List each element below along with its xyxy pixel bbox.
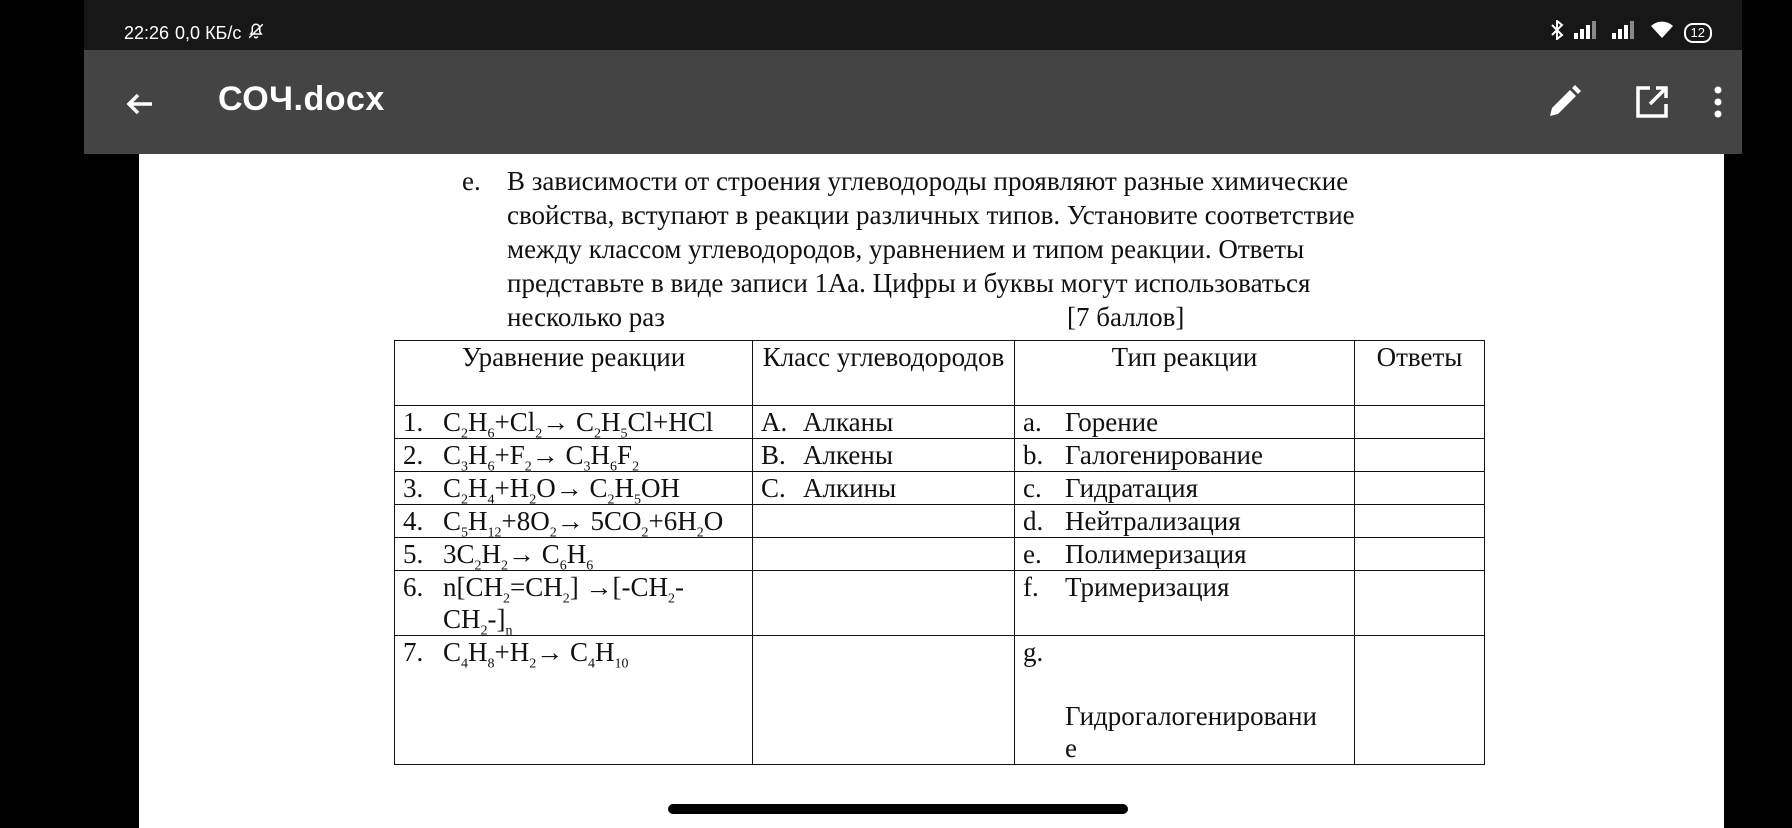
type-cell (1015, 505, 1355, 538)
paragraph-line: В зависимости от строения углеводороды проявляют разные химические (507, 166, 1349, 196)
equation-cell (395, 636, 753, 765)
equation-cell (395, 439, 753, 475)
status-right (1550, 20, 1712, 45)
more-vertical-icon (1696, 80, 1740, 124)
type-text: Гидратация (1065, 473, 1198, 503)
notification-muted-icon (247, 22, 265, 45)
type-letter: c. (1023, 473, 1042, 503)
type-text: Галогенирование (1065, 440, 1263, 470)
document-title: СОЧ.docx (218, 80, 385, 118)
status-time: 22:26 (124, 23, 170, 43)
equation-cell (395, 406, 753, 442)
signal-icon-1 (1574, 21, 1602, 44)
row-number: 5. (403, 539, 424, 569)
paragraph-line: свойства, вступают в реакции различных типов. Установите соответствие (507, 200, 1355, 230)
class-cell (753, 406, 1015, 439)
equation-cell (395, 472, 753, 508)
class-letter: A. (761, 407, 788, 437)
arrow-left-icon (120, 84, 160, 124)
reaction-table (394, 340, 1485, 765)
header-class: Класс углеводородов (753, 341, 1015, 406)
type-text: Полимеризация (1065, 539, 1247, 569)
header-type: Тип реакции (1015, 341, 1355, 406)
row-number: 7. (403, 637, 424, 667)
answer-cell[interactable] (1355, 636, 1485, 765)
type-letter: a. (1023, 407, 1042, 437)
answer-cell[interactable] (1355, 538, 1485, 571)
signal-icon-2 (1612, 21, 1640, 44)
points-label: [7 баллов] (1067, 302, 1185, 332)
row-number: 3. (403, 473, 424, 503)
class-text: Алкины (803, 473, 897, 503)
back-button[interactable] (120, 84, 160, 124)
battery-icon: 12 (1684, 23, 1712, 43)
table-row (395, 505, 1485, 538)
paragraph-last-line (507, 300, 1517, 334)
table-row (395, 472, 1485, 505)
equation-cell (395, 505, 753, 541)
class-cell (753, 505, 1015, 538)
equation-text: $C_3H_6+F_2\to C_3H_6F_2$ (443, 440, 640, 475)
equation-text: $3C_2H_2\to C_6H_6$ (443, 539, 594, 574)
type-text: Горение (1065, 407, 1159, 437)
equation-text: $C_2H_4+H_2O\to C_2H_5OH$ (443, 473, 681, 508)
equation-cell (395, 571, 753, 639)
paragraph-line: представьте в виде записи 1Аа. Цифры и буквы могут использоваться (507, 268, 1311, 298)
class-cell (753, 636, 1015, 765)
type-text: Нейтрализация (1065, 506, 1241, 536)
equation-text: $C_2H_6+Cl_2\to C_2H_5Cl+HCl$ (443, 407, 714, 442)
app-toolbar (84, 50, 1742, 154)
document-page (139, 154, 1724, 828)
equation-cell (395, 538, 753, 574)
wifi-icon (1650, 21, 1674, 44)
row-number: 1. (403, 407, 424, 437)
row-number: 6. (403, 572, 424, 602)
answer-cell[interactable] (1355, 571, 1485, 636)
type-cell (1015, 538, 1355, 571)
class-letter: C. (761, 473, 786, 503)
table-header-row (395, 341, 1485, 406)
table-row (395, 406, 1485, 439)
bluetooth-icon (1550, 20, 1564, 45)
class-cell (753, 439, 1015, 472)
status-speed: 0,0 КБ/с (175, 23, 242, 43)
type-text: Тримеризация (1065, 572, 1230, 602)
status-left (124, 22, 265, 45)
pencil-icon (1542, 80, 1586, 124)
header-equation: Уравнение реакции (395, 341, 753, 406)
status-bar (84, 0, 1742, 50)
gesture-home-bar[interactable] (668, 804, 1128, 814)
table-row (395, 439, 1485, 472)
type-letter: b. (1023, 440, 1044, 470)
open-in-new-icon (1630, 80, 1674, 124)
type-letter: d. (1023, 506, 1044, 536)
answer-cell[interactable] (1355, 472, 1485, 505)
answer-cell[interactable] (1355, 406, 1485, 439)
equation-text: $C_4H_8+H_2\to C_4H_{10}$ (443, 637, 629, 672)
type-letter: e. (1023, 539, 1042, 569)
type-cell (1015, 636, 1355, 765)
type-letter: f. (1023, 572, 1039, 602)
table-row (395, 636, 1485, 765)
type-cell (1015, 472, 1355, 505)
task-paragraph (462, 164, 1517, 334)
table-row (395, 538, 1485, 571)
equation-text: $C_5H_{12}+8O_2\to 5CO_2+6H_2O$ (443, 506, 724, 541)
row-number: 4. (403, 506, 424, 536)
header-answers: Ответы (1355, 341, 1485, 406)
class-letter: B. (761, 440, 786, 470)
answer-cell[interactable] (1355, 505, 1485, 538)
class-text: Алкены (803, 440, 893, 470)
table-row (395, 571, 1485, 636)
type-cell (1015, 571, 1355, 636)
class-cell (753, 538, 1015, 571)
type-cell (1015, 406, 1355, 439)
row-number: 2. (403, 440, 424, 470)
class-cell (753, 571, 1015, 636)
type-cell (1015, 439, 1355, 472)
edit-button[interactable] (1542, 80, 1586, 124)
paragraph-marker: e. (462, 166, 481, 196)
equation-text: $n[CH_2=CH_2] \to[-CH_2-$ $CH_2-]_n$ (443, 572, 684, 639)
class-cell (753, 472, 1015, 505)
type-text: Гидрогалогенировани е (1065, 701, 1317, 763)
open-external-button[interactable] (1630, 80, 1674, 124)
more-options-button[interactable] (1696, 80, 1740, 124)
class-text: Алканы (803, 407, 894, 437)
type-letter: g. (1023, 637, 1044, 667)
answer-cell[interactable] (1355, 439, 1485, 472)
paragraph-line: несколько раз (507, 302, 665, 332)
paragraph-line: между классом углеводородов, уравнением и типом реакции. Ответы (507, 234, 1305, 264)
